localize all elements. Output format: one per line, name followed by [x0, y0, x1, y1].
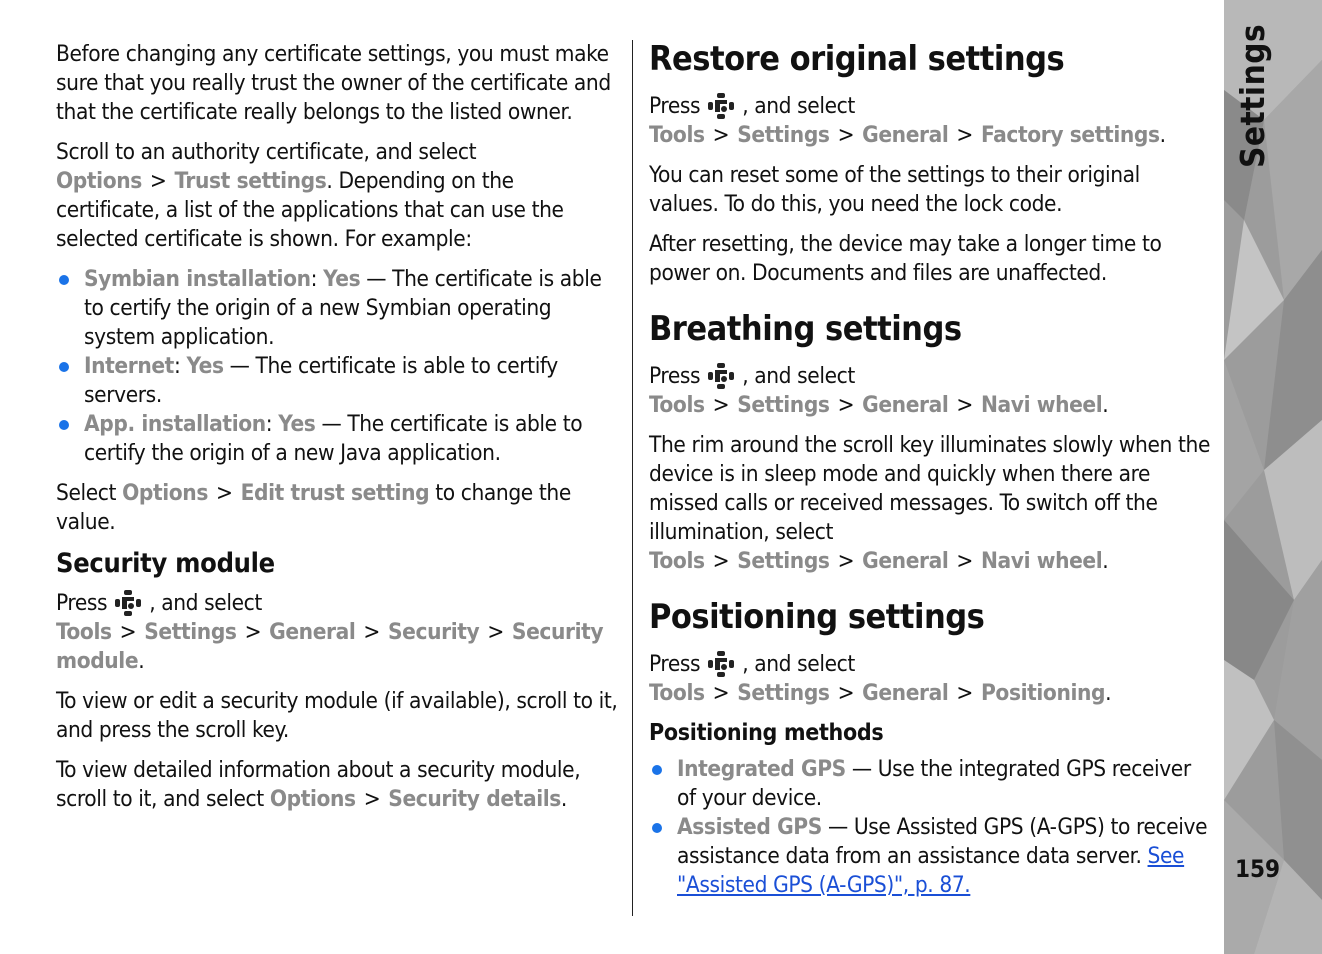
bullet-icon [59, 275, 69, 285]
menu-path-options: Options [122, 480, 208, 506]
menu-path-general: General [862, 122, 949, 148]
path-separator: > [119, 619, 137, 645]
column-divider [632, 40, 633, 916]
text: . [138, 648, 145, 674]
menu-path-general: General [269, 619, 356, 645]
positioning-methods-heading: Positioning methods [649, 720, 884, 746]
menu-path-navi-wheel: Navi wheel [981, 392, 1103, 418]
menu-key-icon [113, 588, 143, 618]
right-column [649, 40, 1211, 911]
breathing-path [649, 361, 1211, 420]
restore-after: After resetting, the device may take a longer time to power on. Documents and files are unaffected. [649, 231, 1162, 286]
path-separator: > [363, 619, 380, 645]
text: Press [56, 590, 108, 616]
item-name: Internet [84, 353, 174, 379]
menu-path-settings: Settings [144, 619, 237, 645]
restore-heading: Restore original settings [649, 39, 1065, 79]
path-separator: > [837, 392, 855, 418]
path-separator: > [363, 786, 381, 812]
text: , and select [742, 363, 855, 389]
item-text: — The certificate is able to certify the origin of a new Symbian operating system application. [84, 266, 602, 350]
text: Press [649, 363, 701, 389]
positioning-heading: Positioning settings [649, 597, 985, 637]
text: . Depending on the certificate, a list of the applications that can use the selected certificate is shown. For example: [56, 168, 564, 252]
path-separator: > [712, 548, 730, 574]
menu-path-general: General [862, 548, 949, 574]
menu-key-icon [706, 361, 736, 391]
path-separator: > [956, 680, 973, 706]
path-separator: > [712, 680, 730, 706]
security-module-heading: Security module [56, 548, 275, 579]
menu-path-settings: Settings [737, 392, 830, 418]
list-item [56, 265, 618, 352]
menu-path-tools: Tools [649, 122, 705, 148]
item-name: Symbian installation [84, 266, 311, 292]
list-item [56, 410, 618, 468]
list-item [649, 813, 1211, 900]
text: . [1159, 122, 1166, 148]
security-module-view: To view or edit a security module (if available), scroll to it, and press the scroll key. [56, 688, 618, 743]
restore-path [649, 91, 1211, 150]
item-name: App. installation [84, 411, 266, 437]
text: , and select [742, 651, 855, 677]
path-separator: > [837, 548, 855, 574]
menu-path-general: General [862, 680, 949, 706]
method-name: Assisted GPS [677, 814, 822, 840]
breathing-heading: Breathing settings [649, 309, 962, 349]
menu-path-tools: Tools [56, 619, 112, 645]
menu-path-options: Options [56, 168, 142, 194]
path-separator: > [956, 392, 973, 418]
menu-key-icon [706, 649, 736, 679]
item-value: Yes [278, 411, 316, 437]
path-separator: > [712, 392, 730, 418]
text: . [560, 786, 567, 812]
menu-path-settings: Settings [737, 122, 830, 148]
text: Press [649, 651, 701, 677]
list-item [649, 755, 1211, 813]
item-value: Yes [186, 353, 224, 379]
menu-path-general: General [862, 392, 949, 418]
menu-path-positioning: Positioning [981, 680, 1106, 706]
text: Select [56, 480, 123, 506]
bullet-icon [652, 823, 662, 833]
restore-lock-code: You can reset some of the settings to their original values. To do this, you need the lock code. [649, 162, 1140, 217]
menu-path-settings: Settings [737, 548, 830, 574]
edit-trust-paragraph [56, 479, 618, 537]
text: The rim around the scroll key illuminates slowly when the device is in sleep mode and quickly when there are missed calls or received messages. To switch off the illumination, select [649, 432, 1211, 545]
page-number: 159 [1235, 855, 1281, 883]
positioning-methods-list [649, 755, 1211, 900]
positioning-path [649, 649, 1211, 708]
method-name: Integrated GPS [677, 756, 846, 782]
text: . [1105, 680, 1112, 706]
bullet-icon [59, 362, 69, 372]
colon: : [173, 353, 181, 379]
bullet-icon [59, 420, 69, 430]
path-separator: > [837, 680, 855, 706]
item-value: Yes [323, 266, 361, 292]
menu-path-factory-settings: Factory settings [981, 122, 1160, 148]
list-item [56, 352, 618, 410]
text: . [1102, 392, 1109, 418]
section-title: Settings [1233, 23, 1272, 168]
certificate-app-list [56, 265, 618, 468]
item-text: — The certificate is able to certify servers. [84, 353, 558, 408]
path-separator: > [712, 122, 730, 148]
text: Scroll to an authority certificate, and select [56, 139, 477, 165]
bullet-icon [652, 765, 662, 775]
path-separator: > [487, 619, 504, 645]
colon: : [265, 411, 273, 437]
text: Press [649, 93, 701, 119]
method-text: — Use Assisted GPS (A-GPS) to receive assistance data from an assistance data server. [677, 814, 1208, 869]
text: , and select [742, 93, 855, 119]
menu-path-settings: Settings [737, 680, 830, 706]
item-text: — The certificate is able to certify the origin of a new Java application. [84, 411, 583, 466]
menu-path-security-details: Security details [388, 786, 561, 812]
menu-path-edit-trust: Edit trust setting [240, 480, 430, 506]
path-separator: > [244, 619, 262, 645]
breathing-description [649, 431, 1211, 576]
menu-path-navi-wheel: Navi wheel [981, 548, 1103, 574]
text: . [1102, 548, 1109, 574]
path-separator: > [956, 548, 973, 574]
menu-key-icon [706, 91, 736, 121]
menu-path-options: Options [269, 786, 356, 812]
path-separator: > [956, 122, 973, 148]
security-details-paragraph [56, 756, 618, 814]
menu-path-tools: Tools [649, 392, 705, 418]
path-separator: > [149, 168, 167, 194]
menu-path-trust-settings: Trust settings [174, 168, 327, 194]
menu-path-tools: Tools [649, 548, 705, 574]
method-text: — Use the integrated GPS receiver of your device. [677, 756, 1191, 811]
path-separator: > [837, 122, 855, 148]
trust-settings-paragraph [56, 138, 618, 254]
text: , and select [149, 590, 262, 616]
menu-path-tools: Tools [649, 680, 705, 706]
menu-path-security-module: Security module [56, 619, 604, 674]
left-column [56, 40, 618, 825]
text: To view detailed information about a security module, scroll to it, and select [56, 757, 581, 812]
menu-path-security: Security [388, 619, 480, 645]
security-module-path [56, 588, 618, 676]
text: to change the value. [56, 480, 571, 535]
certificate-intro: Before changing any certificate settings, you must make sure that you really trust the owner of the certificate and that the certificate really belongs to the listed owner. [56, 41, 611, 125]
colon: : [310, 266, 318, 292]
path-separator: > [215, 480, 233, 506]
assisted-gps-link[interactable]: See "Assisted GPS (A-GPS)", p. 87. [677, 843, 1185, 898]
